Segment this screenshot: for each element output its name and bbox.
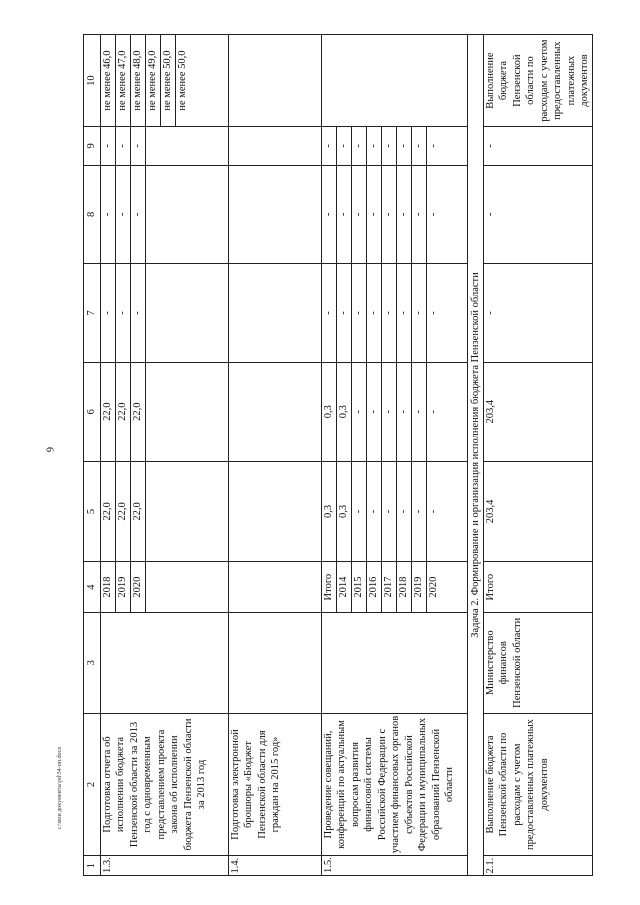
col-head-6: 6 (84, 362, 101, 461)
rotated-table-container (83, 34, 599, 876)
value-cell: - (412, 165, 427, 264)
value-cell: 203,4 (484, 461, 593, 562)
page-number: 6 (43, 447, 55, 452)
empty-cell (229, 264, 322, 363)
executor-cell: Министерство финансов Пензенской области (484, 612, 593, 713)
col-head-4: 4 (84, 562, 101, 612)
indicator-cell: не менее 48,0 (131, 35, 146, 127)
value-cell: - (116, 127, 131, 165)
empty-cell (146, 461, 229, 562)
executor-cell (101, 612, 229, 713)
empty-cell (229, 562, 322, 612)
table-row (484, 35, 593, 876)
year-cell: Итого (484, 562, 593, 612)
year-cell: 2015 (352, 562, 367, 612)
program-table (83, 34, 593, 876)
empty-cell (229, 165, 322, 264)
value-cell: - (397, 362, 412, 461)
value-cell: 0,3 (337, 461, 352, 562)
value-cell: - (337, 127, 352, 165)
value-cell: - (116, 264, 131, 363)
indicator-cell: не менее 46,0 (101, 35, 116, 127)
value-cell: 22,0 (101, 362, 116, 461)
value-cell: - (427, 264, 468, 363)
year-cell: 2014 (337, 562, 352, 612)
value-cell: - (367, 362, 382, 461)
value-cell: - (427, 165, 468, 264)
value-cell: - (101, 127, 116, 165)
indicator-cell: не менее 50,0 (161, 35, 176, 127)
col-head-5: 5 (84, 461, 101, 562)
value-cell: - (412, 264, 427, 363)
row-description: Подготовка отчета об исполнении бюджета Пензенской области за 2013 год с одновременным представлением проекта закона об исполнении бюджета Пензенской области за 2013 год (101, 713, 229, 856)
value-cell: - (427, 127, 468, 165)
value-cell: - (131, 127, 146, 165)
row-number: 1.4. (229, 856, 322, 876)
value-cell: - (397, 127, 412, 165)
value-cell: - (397, 264, 412, 363)
value-cell: 0,3 (322, 362, 337, 461)
empty-cell (229, 461, 322, 562)
empty-cell (146, 362, 229, 461)
year-cell: 2018 (101, 562, 116, 612)
row-number: 1.3. (101, 856, 229, 876)
value-cell: - (367, 127, 382, 165)
value-cell: 0,3 (337, 362, 352, 461)
col-head-2: 2 (84, 713, 101, 856)
footer-path: c:\мои документы\pd\54-пп.docx (57, 746, 63, 830)
row-number: 1.5. (322, 856, 468, 876)
value-cell: - (484, 264, 593, 363)
value-cell: - (322, 127, 337, 165)
value-cell: - (352, 165, 367, 264)
row-number: 2.1. (484, 856, 593, 876)
empty-cell (146, 264, 229, 363)
empty-cell (229, 362, 322, 461)
value-cell: 22,0 (116, 362, 131, 461)
value-cell: 22,0 (131, 362, 146, 461)
empty-cell (146, 127, 229, 165)
value-cell: - (412, 461, 427, 562)
value-cell: - (101, 165, 116, 264)
empty-cell (229, 612, 322, 713)
value-cell: - (397, 165, 412, 264)
value-cell: - (484, 165, 593, 264)
table-row (322, 35, 337, 876)
empty-cell (229, 35, 322, 127)
value-cell: - (367, 461, 382, 562)
value-cell: - (322, 264, 337, 363)
year-cell: 2019 (116, 562, 131, 612)
task-heading-row (468, 35, 484, 876)
value-cell: - (382, 461, 397, 562)
col-head-7: 7 (84, 264, 101, 363)
value-cell: 203,4 (484, 362, 593, 461)
value-cell: - (367, 264, 382, 363)
value-cell: - (412, 127, 427, 165)
value-cell: - (116, 165, 131, 264)
value-cell: - (367, 165, 382, 264)
empty-cell (146, 562, 229, 612)
year-cell: 2016 (367, 562, 382, 612)
col-head-10: 10 (84, 35, 101, 127)
value-cell: - (427, 461, 468, 562)
row-description: Проведение совещаний, конференций по актуальным вопросам развития финансовой системы Российской Федерации с участием финансовых органов субъектов Российской Федерации и муниципальных образований Пензенской области (322, 713, 468, 856)
year-cell: 2020 (131, 562, 146, 612)
col-head-8: 8 (84, 165, 101, 264)
table-row (229, 35, 322, 876)
value-cell: - (397, 461, 412, 562)
empty-cell (146, 165, 229, 264)
value-cell: - (101, 264, 116, 363)
task-heading: Задача 2. Формирование и организация исполнения бюджета Пензенской области (468, 35, 484, 876)
value-cell: - (484, 127, 593, 165)
value-cell: - (352, 127, 367, 165)
header-row (84, 35, 101, 876)
value-cell: - (337, 264, 352, 363)
year-cell: 2017 (382, 562, 397, 612)
indicator-cell: Выполнение бюджета Пензенской области по расходам с учетом предоставленных платежных документов (484, 35, 593, 127)
value-cell: 22,0 (101, 461, 116, 562)
value-cell: - (352, 264, 367, 363)
indicator-cell: не менее 50,0 (176, 35, 229, 127)
value-cell: - (412, 362, 427, 461)
value-cell: - (427, 362, 468, 461)
year-cell: 2019 (412, 562, 427, 612)
value-cell: - (352, 362, 367, 461)
value-cell: - (382, 127, 397, 165)
col-head-3: 3 (84, 612, 101, 713)
value-cell: - (382, 362, 397, 461)
row-description: Подготовка электронной брошюры «Бюджет Пензенской области для граждан на 2015 год» (229, 713, 322, 856)
value-cell: - (382, 264, 397, 363)
table-row (101, 35, 116, 876)
value-cell: 22,0 (116, 461, 131, 562)
empty-cell (229, 127, 322, 165)
empty-cell (322, 35, 468, 127)
col-head-9: 9 (84, 127, 101, 165)
value-cell: 22,0 (131, 461, 146, 562)
value-cell: - (382, 165, 397, 264)
year-cell: Итого (322, 562, 337, 612)
col-head-1: 1 (84, 856, 101, 876)
value-cell: - (337, 165, 352, 264)
row-description: Выполнение бюджета Пензенской области по расходам с учетом предоставленных платежных документов (484, 713, 593, 856)
year-cell: 2020 (427, 562, 468, 612)
value-cell: - (322, 165, 337, 264)
indicator-cell: не менее 47,0 (116, 35, 131, 127)
indicator-cell: не менее 49,0 (146, 35, 161, 127)
value-cell: - (131, 264, 146, 363)
year-cell: 2018 (397, 562, 412, 612)
value-cell: 0,3 (322, 461, 337, 562)
value-cell: - (131, 165, 146, 264)
executor-cell (322, 612, 468, 713)
value-cell: - (352, 461, 367, 562)
